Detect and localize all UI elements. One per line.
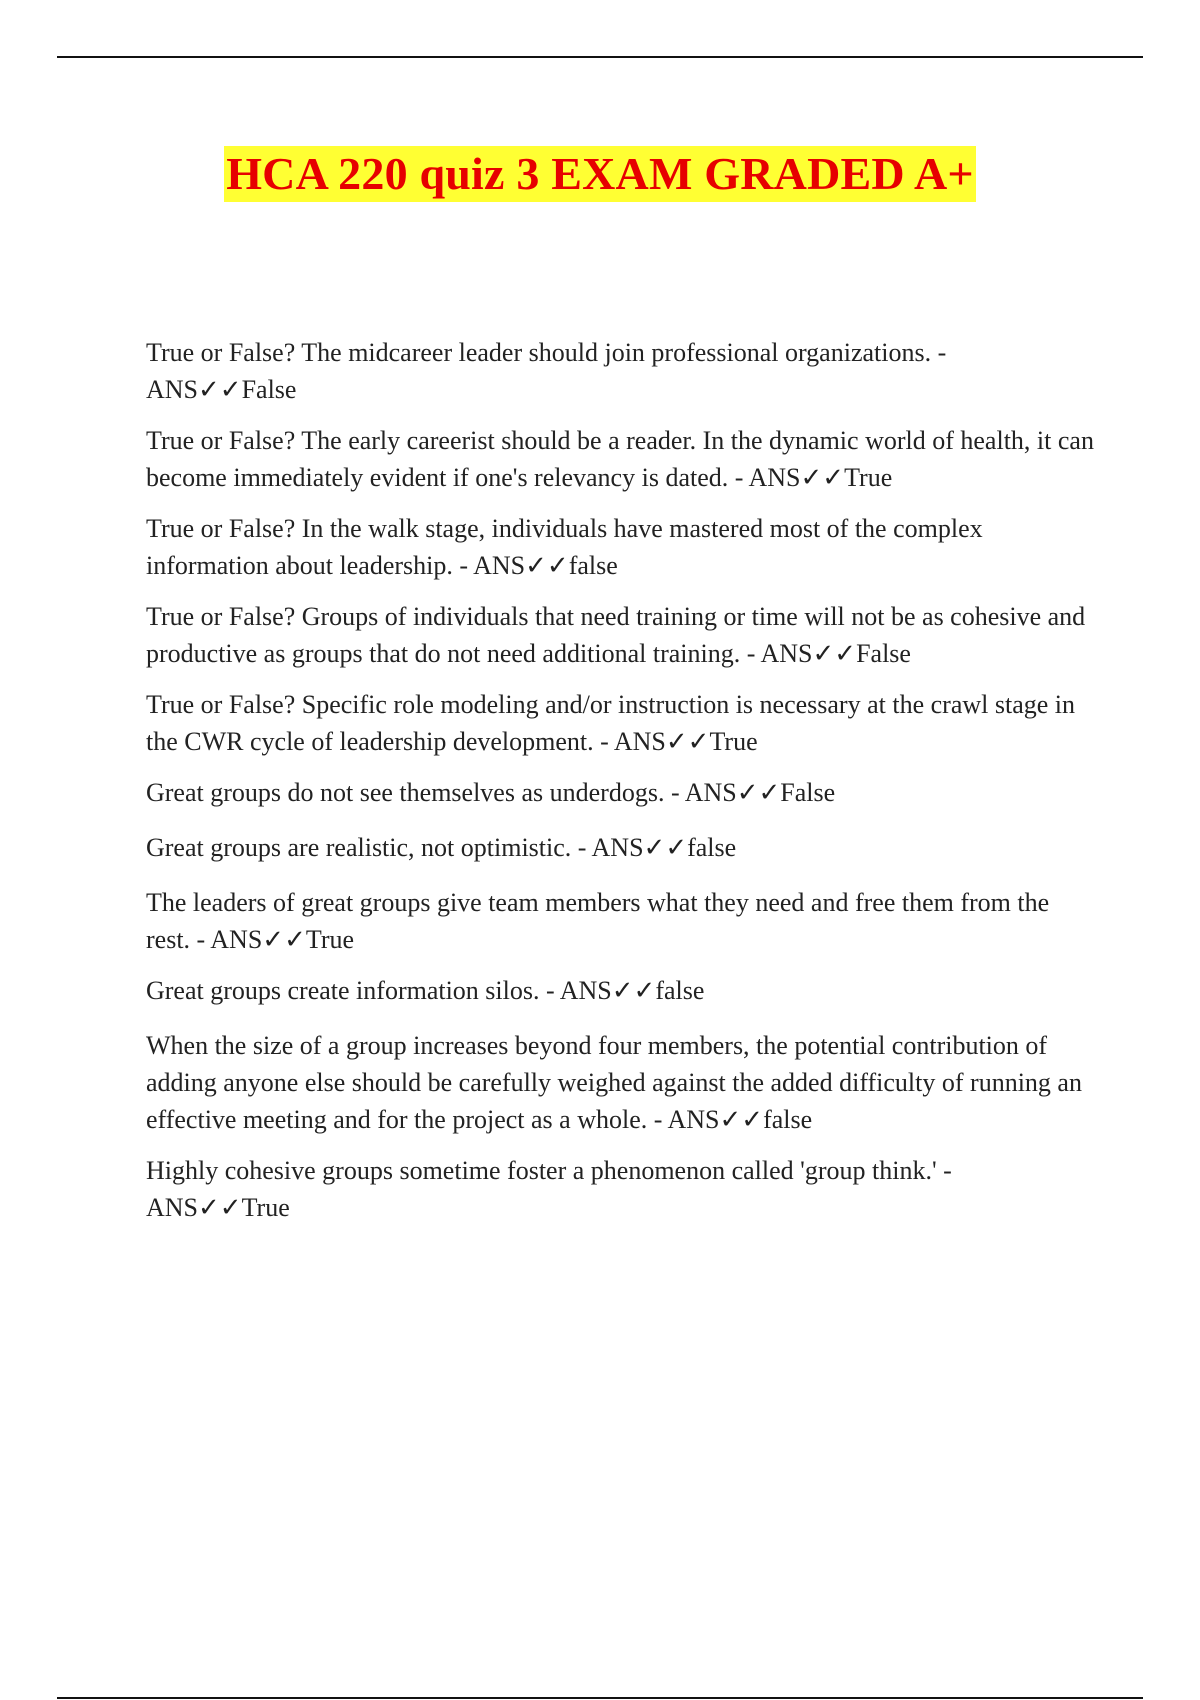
qa-item <box>146 422 1094 496</box>
question-text: Great groups do not see themselves as underdogs. - <box>146 778 680 807</box>
question-text: The leaders of great groups give team members what they need and free them from the rest. - <box>146 888 1050 954</box>
answer-text: ANS✓✓false <box>559 976 705 1005</box>
answer-text: ANS✓✓True <box>210 925 355 954</box>
qa-item <box>146 829 1094 866</box>
question-text: Highly cohesive groups sometime foster a phenomenon called 'group think.' - <box>146 1156 952 1185</box>
question-text: True or False? The midcareer leader should join professional organizations. - <box>146 338 947 367</box>
qa-item <box>146 686 1094 760</box>
answer-text: ANS✓✓false <box>667 1105 813 1134</box>
answer-text: ANS✓✓false <box>591 833 737 862</box>
document-title: HCA 220 quiz 3 EXAM GRADED A+ <box>224 146 976 202</box>
question-text: Great groups are realistic, not optimistic. - <box>146 833 587 862</box>
top-rule <box>57 56 1143 58</box>
answer-text: ANS✓✓false <box>473 551 618 580</box>
qa-item <box>146 972 1094 1009</box>
question-text: Great groups create information silos. - <box>146 976 555 1005</box>
question-text: When the size of a group increases beyond four members, the potential contribution of adding anyone else should be carefully weighed against the added difficulty of running an effective meeting and for the project as a whole. - <box>146 1031 1082 1134</box>
answer-text: ANS✓✓True <box>146 1193 290 1222</box>
answer-text: ANS✓✓True <box>613 727 758 756</box>
title-container <box>0 146 1200 202</box>
question-text: True or False? Groups of individuals that need training or time will not be as cohesive and productive as groups that do not need additional training. - <box>146 602 1086 668</box>
bottom-rule <box>57 1697 1143 1699</box>
answer-text: ANS✓✓False <box>684 778 836 807</box>
qa-item <box>146 598 1094 672</box>
qa-item <box>146 510 1094 584</box>
answer-text: ANS✓✓False <box>146 375 297 404</box>
answer-text: ANS✓✓False <box>760 639 911 668</box>
qa-item <box>146 884 1094 958</box>
question-text: True or False? In the walk stage, individuals have mastered most of the complex information about leadership. - <box>146 514 983 580</box>
answer-text: ANS✓✓True <box>748 463 893 492</box>
qa-item <box>146 1152 1094 1226</box>
question-text: True or False? Specific role modeling and/or instruction is necessary at the crawl stage in the CWR cycle of leadership development. - <box>146 690 1076 756</box>
qa-item <box>146 774 1094 811</box>
qa-item <box>146 1027 1094 1138</box>
qa-item <box>146 334 1094 408</box>
question-text: True or False? The early careerist should be a reader. In the dynamic world of health, it can become immediately evident if one's relevancy is dated. - <box>146 426 1094 492</box>
qa-list <box>146 334 1094 1240</box>
